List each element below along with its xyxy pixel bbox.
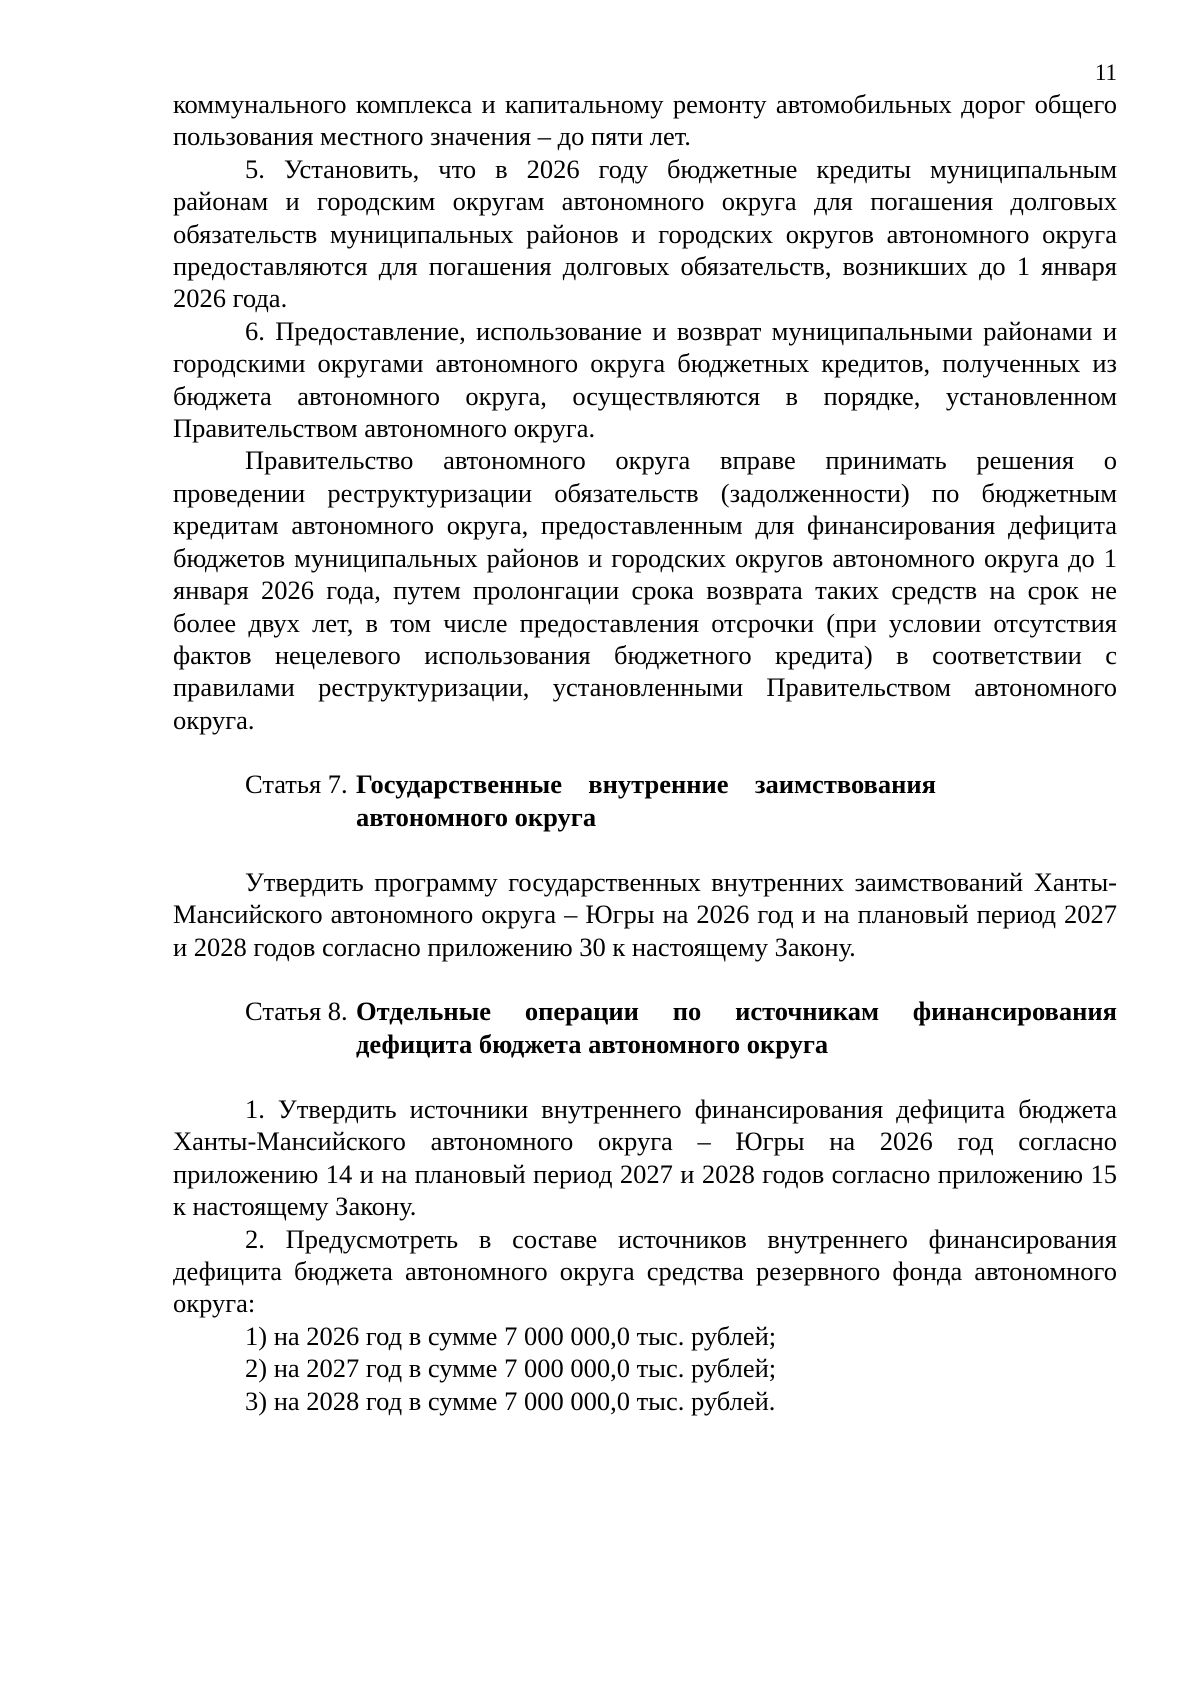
- paragraph-restructuring: Правительство автономного округа вправе принимать решения о проведении реструктуризации обязательств (задолженности) по бюджетным кредитам автономного округа, предоставленным для финансирования дефицита бюджетов муниципальных районов и городских округов автономного округа до 1 января 2026 года, путем пролонгации срока возврата таких средств на срок не более двух лет, в том числе предоставления отсрочки (при условии отсутствия фактов нецелевого использования бюджетного кредита) в соответствии с правилами реструктуризации, установленными Правительством автономного округа.: [173, 445, 1117, 735]
- article-8-heading: [173, 995, 1117, 1060]
- list-item-2027: 2) на 2027 год в сумме 7 000 000,0 тыс. рублей;: [245, 1353, 777, 1384]
- article-7-label: Статья 7.: [245, 769, 348, 800]
- article-7-text: Утвердить программу государственных внутренних заимствований Ханты-Мансийского автономного округа – Югры на 2026 год и на плановый период 2027 и 2028 годов согласно приложению 30 к настоящему Закону.: [173, 866, 1117, 962]
- article-8-title-line1: Отдельные операции по источникам финансирования: [356, 996, 1117, 1027]
- article-8-paragraph-1: 1. Утвердить источники внутреннего финансирования дефицита бюджета Ханты-Мансийского автономного округа – Югры на 2026 год согласно приложению 14 и на плановый период 2027 и 2028 годов согласно приложению 15 к настоящему Закону.: [173, 1093, 1117, 1222]
- list-item-2026: 1) на 2026 год в сумме 7 000 000,0 тыс. рублей;: [245, 1320, 777, 1351]
- article-7-heading: [173, 768, 1117, 833]
- article-8-paragraph-2: 2. Предусмотреть в составе источников внутреннего финансирования дефицита бюджета автономного округа средства резервного фонда автономного округа:: [173, 1223, 1117, 1319]
- paragraph-item-6: 6. Предоставление, использование и возврат муниципальными районами и городскими округами автономного округа бюджетных кредитов, полученных из бюджета автономного округа, осуществляются в порядке, установленном Правительством автономного округа.: [173, 315, 1117, 444]
- article-7-title-line1: Государственные внутренние заимствования: [356, 769, 936, 800]
- article-8-title-line2: дефицита бюджета автономного округа: [356, 1028, 829, 1059]
- paragraph-item-5: 5. Установить, что в 2026 году бюджетные кредиты муниципальным районам и городским округам автономного округа для погашения долговых обязательств муниципальных районов и городских округов автономного округа предоставляются для погашения долговых обязательств, возникших до 1 января 2026 года.: [173, 153, 1117, 314]
- article-8-title: [356, 995, 1117, 1060]
- article-8-label: Статья 8.: [245, 996, 348, 1027]
- document-body: [173, 88, 1117, 1417]
- article-7-title: [356, 768, 936, 833]
- list-item-2028: 3) на 2028 год в сумме 7 000 000,0 тыс. рублей.: [245, 1385, 776, 1416]
- paragraph-continuation: коммунального комплекса и капитальному ремонту автомобильных дорог общего пользования местного значения – до пяти лет.: [173, 89, 1117, 152]
- page-number: 11: [1094, 60, 1117, 85]
- article-7-title-line2: автономного округа: [356, 801, 597, 832]
